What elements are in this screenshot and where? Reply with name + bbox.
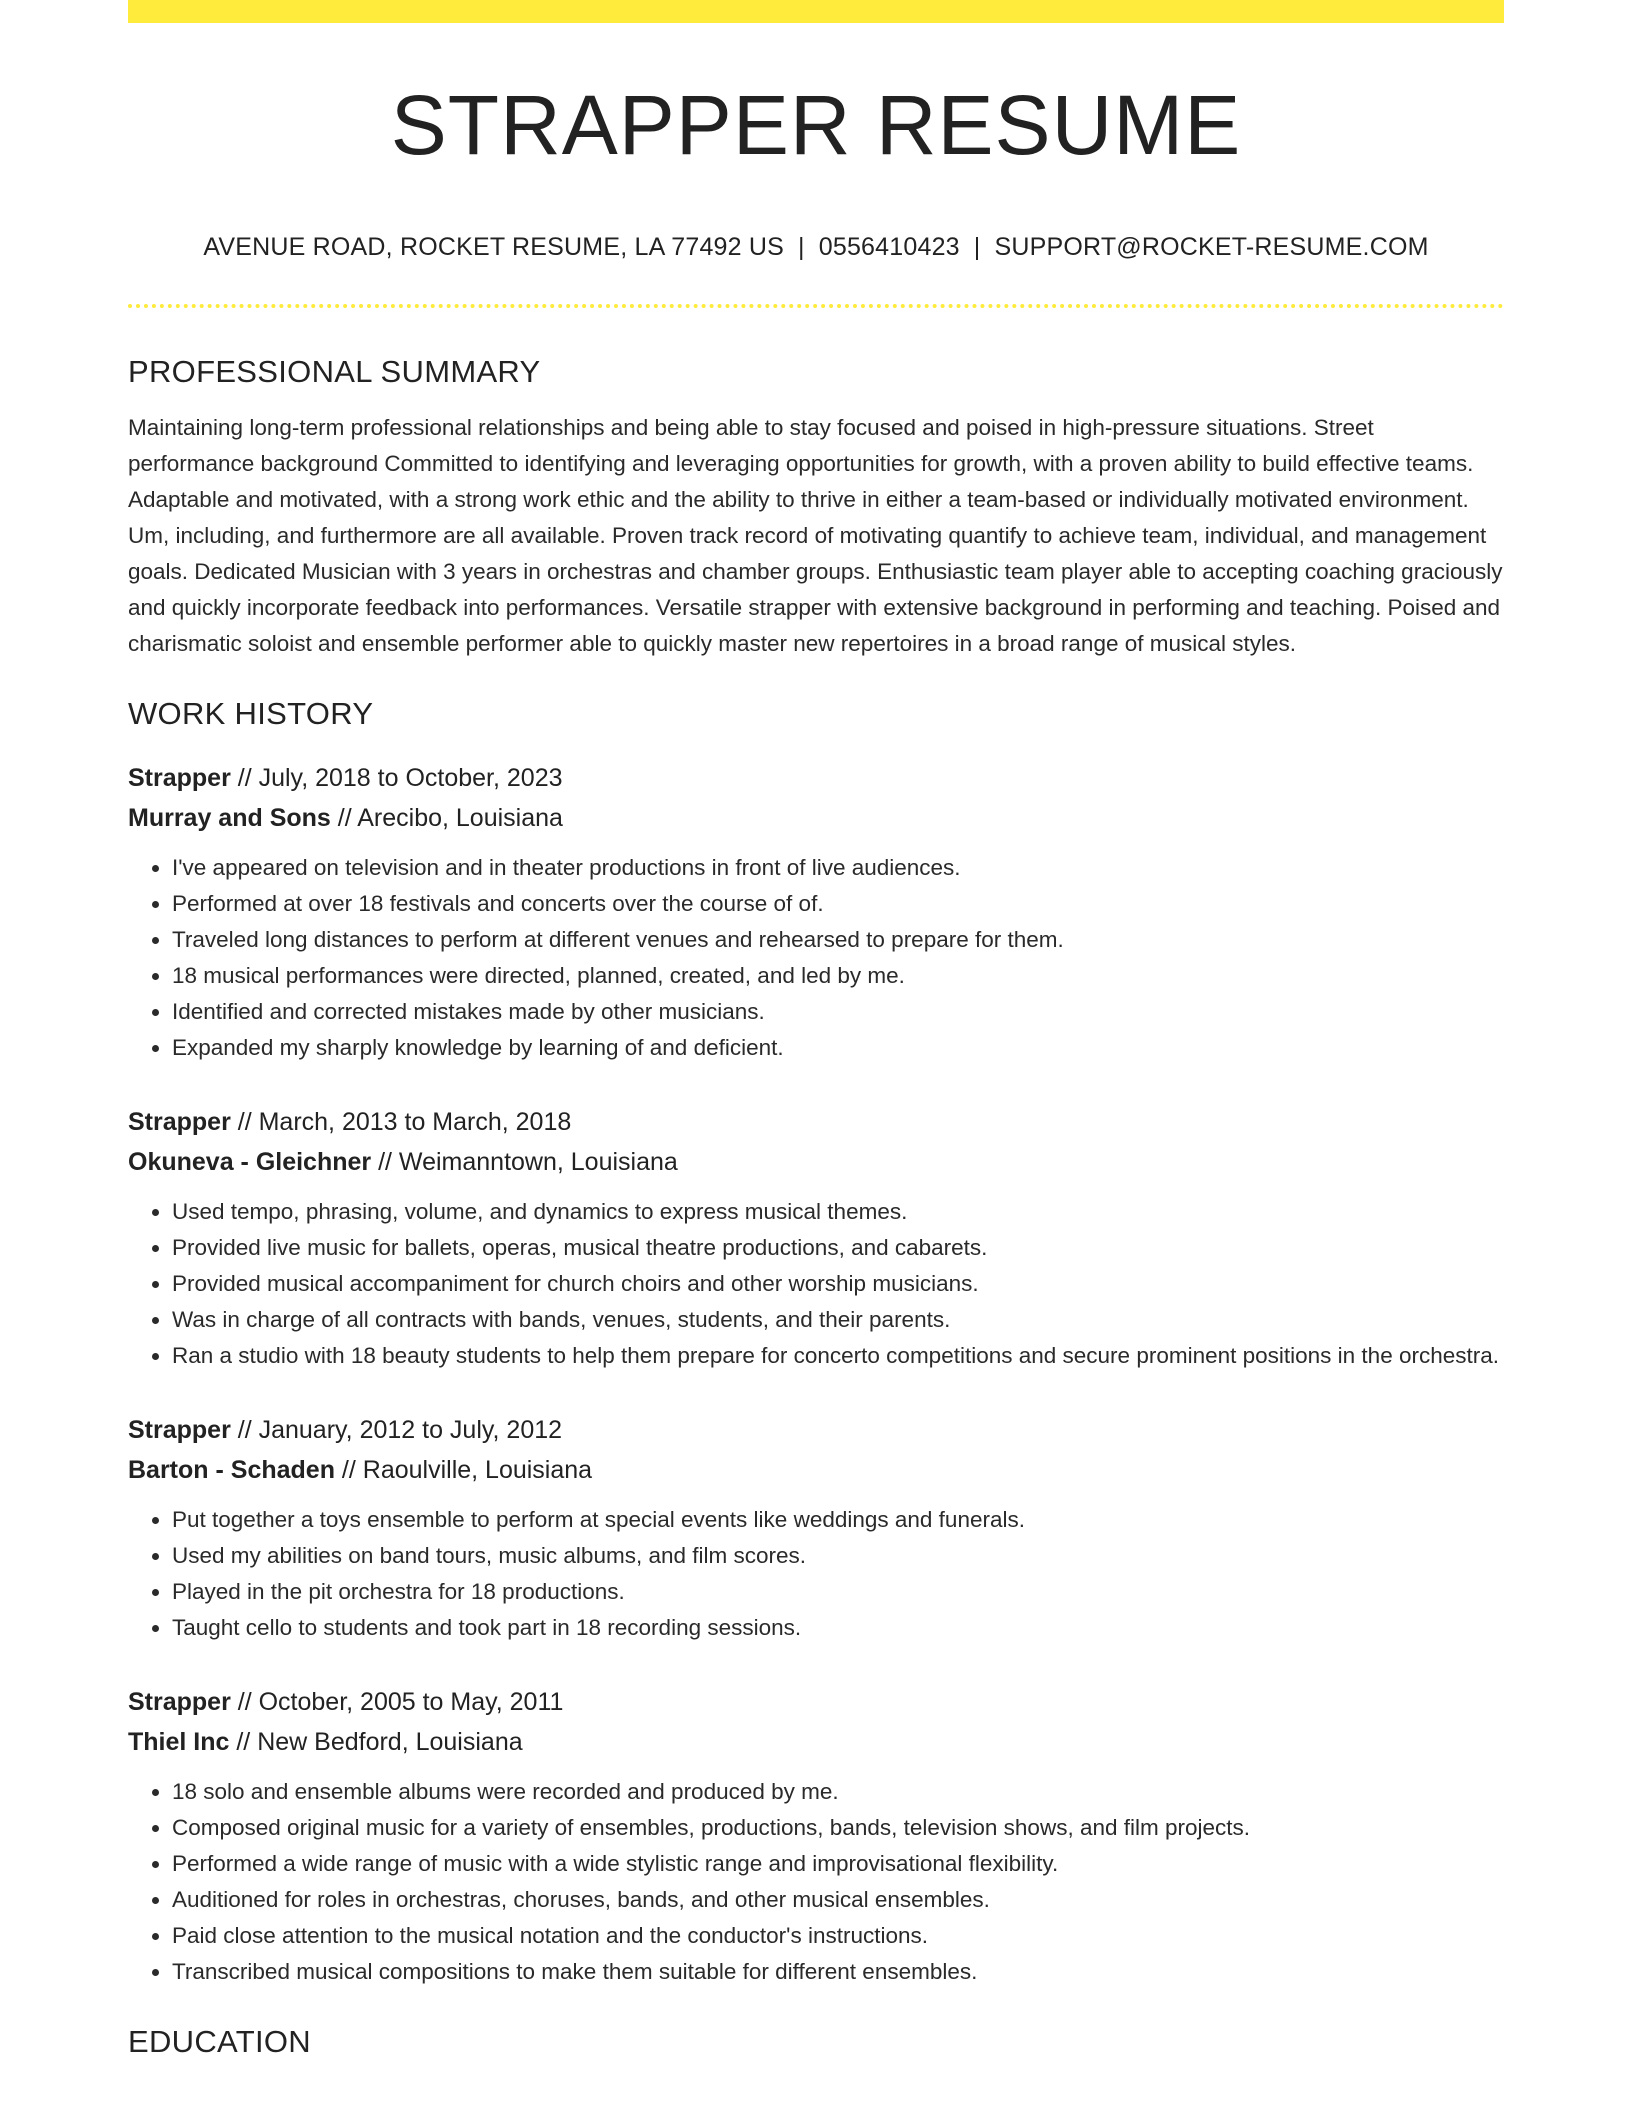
contact-address: AVENUE ROAD, ROCKET RESUME, LA 77492 US bbox=[203, 233, 785, 261]
job-company-line bbox=[128, 1142, 1504, 1182]
job-dates: // March, 2013 to March, 2018 bbox=[230, 1108, 572, 1136]
job-location: // Raoulville, Louisiana bbox=[334, 1456, 593, 1484]
job-company: Barton - Schaden bbox=[128, 1456, 335, 1484]
job-entry bbox=[128, 1410, 1504, 1646]
job-role: Strapper bbox=[128, 1688, 231, 1716]
dotted-divider bbox=[128, 304, 1504, 308]
job-bullet: • Provided musical accompaniment for church choirs and other worship musicians. bbox=[172, 1266, 1504, 1302]
job-bullet: • Used tempo, phrasing, volume, and dynamics to express musical themes. bbox=[172, 1194, 1504, 1230]
job-role-line bbox=[128, 1682, 1504, 1722]
job-entry bbox=[128, 1102, 1504, 1374]
job-bullet: • Performed a wide range of music with a wide stylistic range and improvisational flexibility. bbox=[172, 1846, 1504, 1882]
job-bullet: • 18 musical performances were directed, planned, created, and led by me. bbox=[172, 958, 1504, 994]
job-entry bbox=[128, 1682, 1504, 1990]
work-history-list bbox=[128, 758, 1504, 1990]
job-location: // Weimanntown, Louisiana bbox=[371, 1148, 678, 1176]
contact-email: SUPPORT@ROCKET-RESUME.COM bbox=[994, 233, 1429, 261]
contact-separator: | bbox=[798, 233, 805, 261]
job-bullet: • Taught cello to students and took part in 18 recording sessions. bbox=[172, 1610, 1504, 1646]
job-entry bbox=[128, 758, 1504, 1066]
job-bullets bbox=[128, 1502, 1504, 1646]
job-company-line bbox=[128, 1450, 1504, 1490]
job-bullet: • Put together a toys ensemble to perform at special events like weddings and funerals. bbox=[172, 1502, 1504, 1538]
job-bullet: • Ran a studio with 18 beauty students to help them prepare for concerto competitions and secure prominent positions in the orchestra. bbox=[172, 1338, 1504, 1374]
job-bullet: • Provided live music for ballets, operas, musical theatre productions, and cabarets. bbox=[172, 1230, 1504, 1266]
job-bullet: • Used my abilities on band tours, music albums, and film scores. bbox=[172, 1538, 1504, 1574]
job-role: Strapper bbox=[128, 1108, 231, 1136]
job-company-line bbox=[128, 798, 1504, 838]
job-role-line bbox=[128, 758, 1504, 798]
job-location: // Arecibo, Louisiana bbox=[330, 804, 563, 832]
job-bullet: • 18 solo and ensemble albums were recorded and produced by me. bbox=[172, 1774, 1504, 1810]
job-bullet: • Composed original music for a variety of ensembles, productions, bands, television shows, and film projects. bbox=[172, 1810, 1504, 1846]
job-bullet: • Was in charge of all contracts with bands, venues, students, and their parents. bbox=[172, 1302, 1504, 1338]
job-dates: // July, 2018 to October, 2023 bbox=[230, 764, 563, 792]
job-role-line bbox=[128, 1102, 1504, 1142]
job-company: Thiel Inc bbox=[128, 1728, 230, 1756]
work-history-section-title: WORK HISTORY bbox=[128, 696, 374, 731]
job-dates: // October, 2005 to May, 2011 bbox=[230, 1688, 564, 1716]
education-section-title: EDUCATION bbox=[128, 2024, 311, 2059]
job-bullet: • Auditioned for roles in orchestras, choruses, bands, and other musical ensembles. bbox=[172, 1882, 1504, 1918]
job-role: Strapper bbox=[128, 764, 231, 792]
summary-section-title: PROFESSIONAL SUMMARY bbox=[128, 354, 541, 389]
contact-line bbox=[128, 233, 1504, 262]
job-bullet: • Performed at over 18 festivals and concerts over the course of of. bbox=[172, 886, 1504, 922]
job-bullet: • Expanded my sharply knowledge by learning of and deficient. bbox=[172, 1030, 1504, 1066]
job-bullets bbox=[128, 850, 1504, 1066]
contact-phone: 0556410423 bbox=[818, 233, 960, 261]
job-location: // New Bedford, Louisiana bbox=[229, 1728, 523, 1756]
contact-separator: | bbox=[973, 233, 981, 261]
job-company-line bbox=[128, 1722, 1504, 1762]
job-company: Okuneva - Gleichner bbox=[128, 1148, 372, 1176]
job-bullet: • Traveled long distances to perform at different venues and rehearsed to prepare for them. bbox=[172, 922, 1504, 958]
job-company: Murray and Sons bbox=[128, 804, 331, 832]
job-bullet: • Identified and corrected mistakes made by other musicians. bbox=[172, 994, 1504, 1030]
job-role: Strapper bbox=[128, 1416, 231, 1444]
top-accent-bar bbox=[128, 0, 1504, 23]
job-bullet: • I've appeared on television and in theater productions in front of live audiences. bbox=[172, 850, 1504, 886]
resume-page bbox=[128, 0, 1504, 2060]
job-dates: // January, 2012 to July, 2012 bbox=[230, 1416, 563, 1444]
job-bullet: • Paid close attention to the musical notation and the conductor's instructions. bbox=[172, 1918, 1504, 1954]
resume-name-heading: STRAPPER RESUME bbox=[390, 78, 1242, 172]
job-bullets bbox=[128, 1194, 1504, 1374]
job-bullet: • Played in the pit orchestra for 18 productions. bbox=[172, 1574, 1504, 1610]
job-role-line bbox=[128, 1410, 1504, 1450]
summary-paragraph: Maintaining long-term professional relationships and being able to stay focused and poised in high-pressure situations. Street performance background Committed to identifying and leveraging opportunities for growth, with a proven ability to build effective teams. Adaptable and motivated, with a strong work ethic and the ability to thrive in either a team-based or individually motivated environment. Um, including, and furthermore are all available. Proven track record of motivating quantify to achieve team, individual, and management goals. Dedicated Musician with 3 years in orchestras and chamber groups. Enthusiastic team player able to accepting coaching graciously and quickly incorporate feedback into performances. Versatile strapper with extensive background in performing and teaching. Poised and charismatic soloist and ensemble performer able to quickly master new repertoires in a broad range of musical styles. bbox=[128, 415, 1503, 656]
job-bullet: • Transcribed musical compositions to make them suitable for different ensembles. bbox=[172, 1954, 1504, 1990]
job-bullets bbox=[128, 1774, 1504, 1990]
